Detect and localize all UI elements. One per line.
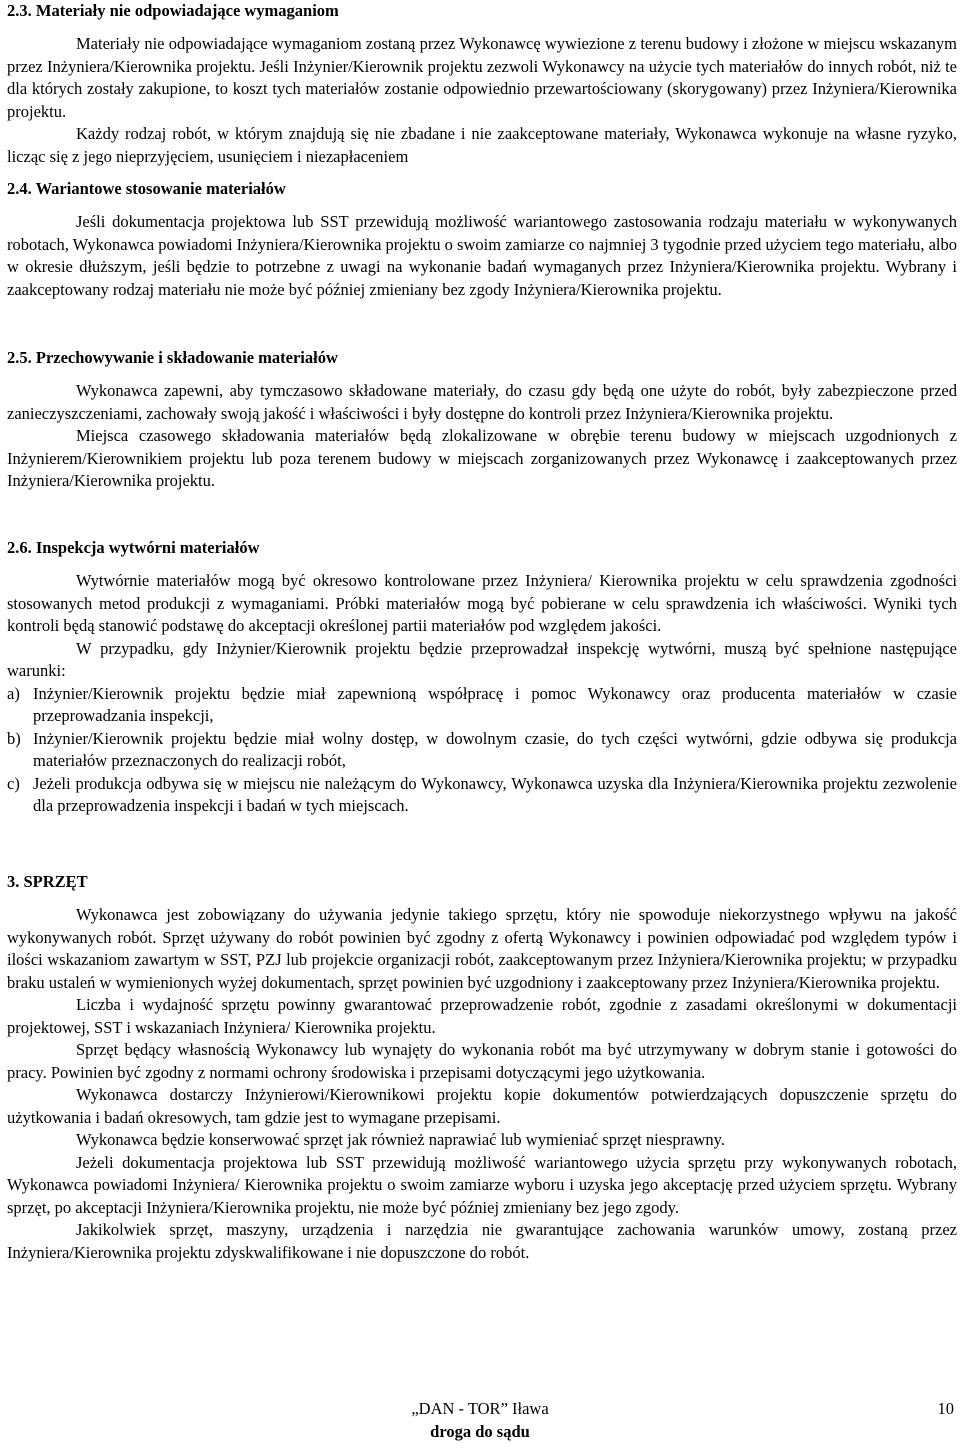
footer-company: „DAN - TOR” Iława (411, 1399, 549, 1418)
paragraph: Miejsca czasowego składowania materiałów będą zlokalizowane w obrębie terenu budowy w miejscach uzgodnionych z Inżynierem/Kierownikiem projektu lub poza terenem budowy w miejscach zorganizowanych przez Wykonawcę i zaakceptowanych przez Inżyniera/Kierownika projektu. (7, 426, 957, 490)
footer-project: droga do sądu (430, 1422, 530, 1441)
paragraph: Wykonawca zapewni, aby tymczasowo składowane materiały, do czasu gdy będą one użyte do robót, były zabezpieczone przed zanieczyszczeniami, zachowały swoją jakość i właściwości i były dostępne do kontroli przez Inżyniera/Kierownika projektu. (7, 381, 957, 423)
paragraph: Wykonawca jest zobowiązany do używania jedynie takiego sprzętu, który nie spowoduje niekorzystnego wpływu na jakość wykonywanych robót. Sprzęt używany do robót powinien być zgodny z ofertą Wykonawcy i powinien odpowiadać pod względem typów i ilości wskazaniom zawartym w SST, PZJ lub projekcie organizacji robót, zaakceptowanym przez Inżyniera/Kierownika projektu; w przypadku braku ustaleń w wymienionych wyżej dokumentach, sprzęt powinien być uzgodniony i zaakceptowany przez Inżyniera/Kierownika projektu. (7, 905, 957, 992)
section-2-6 (7, 537, 957, 818)
paragraph: Każdy rodzaj robót, w którym znajdują się nie zbadane i nie zaakceptowane materiały, Wykonawca wykonuje na własne ryzyko, licząc się z jego nieprzyjęciem, usunięciem i niezapłaceniem (7, 124, 957, 166)
list-item: a) Inżynier/Kierownik projektu będzie miał zapewnioną współpracę i pomoc Wykonawcy oraz producenta materiałów w czasie przeprowadzania inspekcji, (7, 683, 957, 725)
paragraph: Wykonawca dostarczy Inżynierowi/Kierownikowi projektu kopie dokumentów potwierdzających dopuszczenie sprzętu do użytkowania i badań okresowych, tam gdzie jest to wymagane przepisami. (7, 1085, 957, 1127)
conditions-list (7, 683, 957, 818)
paragraph: Liczba i wydajność sprzętu powinny gwarantować przeprowadzenie robót, zgodnie z zasadami określonymi w dokumentacji projektowej, SST i wskazaniach Inżyniera/ Kierownika projektu. (7, 995, 957, 1037)
paragraph: Wytwórnie materiałów mogą być okresowo kontrolowane przez Inżyniera/ Kierownika projektu w celu sprawdzenia zgodności stosowanych metod produkcji z wymaganiami. Próbki materiałów mogą być pobierane w celu sprawdzenia ich właściwości. Wyniki tych kontroli będą stanowić podstawę do akceptacji określonej partii materiałów pod względem jakości. (7, 571, 957, 635)
section-heading: 2.6. Inspekcja wytwórni materiałów (7, 538, 260, 557)
paragraph: Jeżeli dokumentacja projektowa lub SST przewidują możliwość wariantowego użycia sprzętu przy wykonywanych robotach, Wykonawca powiadomi Inżyniera/ Kierownika projektu o swoim zamiarze wyboru i uzyska jego akceptację przed użyciem sprzętu. Wybrany sprzęt, po akceptacji Inżyniera/Kierownika projektu, nie może być później zmieniany bez jego zgody. (7, 1152, 957, 1217)
paragraph: Jeśli dokumentacja projektowa lub SST przewidują możliwość wariantowego zastosowania rodzaju materiału w wykonywanych robotach, Wykonawca powiadomi Inżyniera/Kierownika projektu o swoim zamiarze co najmniej 3 tygodnie przed użyciem tego materiału, albo w okresie dłuższym, jeśli będzie to potrzebne z uwagi na wykonanie badań wymaganych przez Inżyniera/Kierownika projektu. Wybrany i zaakceptowany rodzaj materiału nie może być później zmieniany bez zgody Inżyniera/Kierownika projektu. (7, 212, 957, 299)
paragraph: Wykonawca będzie konserwować sprzęt jak również naprawiać lub wymieniać sprzęt niesprawny. (76, 1130, 725, 1149)
paragraph: Sprzęt będący własnością Wykonawcy lub wynajęty do wykonania robót ma być utrzymywany w dobrym stanie i gotowości do pracy. Powinien być zgodny z normami ochrony środowiska i przepisami dotyczącymi jego użytkowania. (7, 1040, 957, 1082)
section-heading: 2.3. Materiały nie odpowiadające wymaganiom (7, 1, 339, 20)
paragraph: Materiały nie odpowiadające wymaganiom zostaną przez Wykonawcę wywiezione z terenu budowy i złożone w miejscu wskazanym przez Inżyniera/Kierownika projektu. Jeśli Inżynier/Kierownik projektu zezwoli Wykonawcy na użycie tych materiałów do innych robót, niż te dla których zostały zakupione, to koszt tych materiałów zostanie odpowiednio przewartościowany (skorygowany) przez Inżyniera/Kierownika projektu. (7, 34, 957, 121)
list-item: b) Inżynier/Kierownik projektu będzie miał wolny dostęp, w dowolnym czasie, do tych części wytwórni, gdzie odbywa się produkcja materiałów przeznaczonych do realizacji robót, (7, 728, 957, 770)
page-number: 10 (937, 1399, 954, 1418)
section-2-4 (7, 178, 957, 301)
section-heading: 3. SPRZĘT (7, 872, 88, 891)
section-2-5 (7, 347, 957, 493)
section-3 (7, 871, 957, 1264)
section-heading: 2.5. Przechowywanie i składowanie materiałów (7, 348, 338, 367)
paragraph: W przypadku, gdy Inżynier/Kierownik projektu będzie przeprowadzał inspekcję wytwórni, muszą być spełnione następujące warunki: (7, 638, 957, 680)
section-heading: 2.4. Wariantowe stosowanie materiałów (7, 179, 286, 198)
paragraph: Jakikolwiek sprzęt, maszyny, urządzenia i narzędzia nie gwarantujące zachowania warunków umowy, zostaną przez Inżyniera/Kierownika projektu zdyskwalifikowane i nie dopuszczone do robót. (7, 1220, 957, 1262)
list-item: c) Jeżeli produkcja odbywa się w miejscu nie należącym do Wykonawcy, Wykonawca uzyska dla Inżyniera/Kierownika projektu zezwolenie dla przeprowadzenia inspekcji i badań w tych miejscach. (7, 773, 957, 815)
section-2-3 (7, 0, 957, 168)
